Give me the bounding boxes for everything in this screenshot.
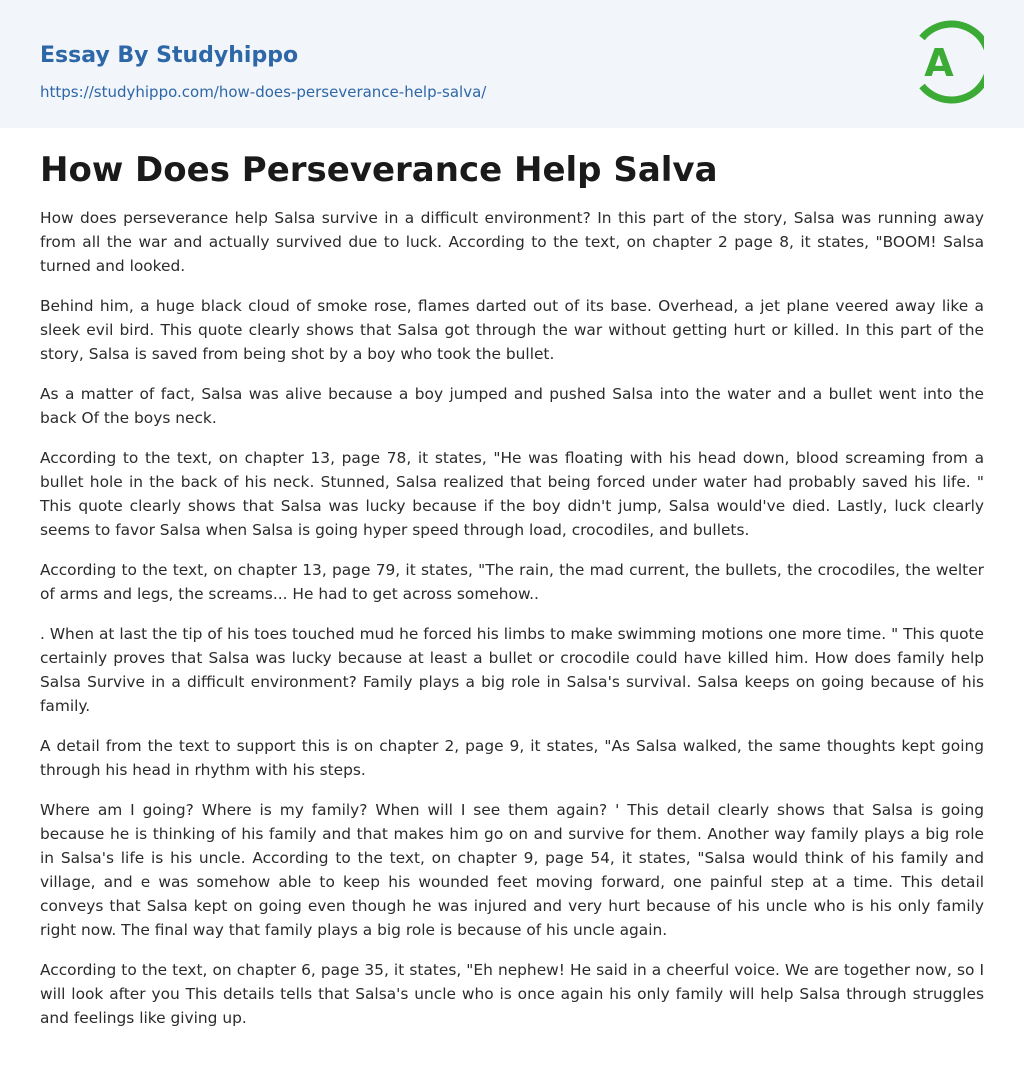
essay-content [0, 148, 1024, 1030]
essay-paragraph: As a matter of fact, Salsa was alive because a boy jumped and pushed Salsa into the water and a bullet went into the back Of the boys neck. [40, 385, 984, 427]
studyhippo-logo-icon[interactable] [914, 20, 984, 104]
site-header [0, 0, 1024, 128]
essay-url-link[interactable]: https://studyhippo.com/how-does-perseverance-help-salva/ [40, 83, 487, 101]
essay-paragraph: According to the text, on chapter 13, page 79, it states, "The rain, the mad current, the bullets, the crocodiles, the welter of arms and legs, the screams... He had to get across somehow.. [40, 561, 984, 603]
essay-paragraph: How does perseverance help Salsa survive in a difficult environment? In this part of the story, Salsa was running away from all the war and actually survived due to luck. According to the text, on chapter 2 page 8, it states, "BOOM! Salsa turned and looked. [40, 209, 984, 275]
site-brand[interactable]: Essay By Studyhippo [40, 43, 299, 68]
essay-paragraph: . When at last the tip of his toes touched mud he forced his limbs to make swimming motions one more time. " This quote certainly proves that Salsa was lucky because at least a bullet or crocodile could have killed him. How does family help Salsa Survive in a difficult environment? Family plays a big role in Salsa's survival. Salsa keeps on going because of his family. [40, 625, 984, 715]
essay-paragraph: According to the text, on chapter 6, page 35, it states, "Eh nephew! He said in a cheerful voice. We are together now, so I will look after you This details tells that Salsa's uncle who is once again his only family will help Salsa through struggles and feelings like giving up. [40, 961, 984, 1027]
essay-paragraph: Where am I going? Where is my family? When will I see them again? ' This detail clearly shows that Salsa is going because he is thinking of his family and that makes him go on and survive for them. Another way family plays a big role in Salsa's life is his uncle. According to the text, on chapter 9, page 54, it states, "Salsa would think of his family and village, and e was somehow able to keep his wounded feet moving forward, one painful step at a time. This detail conveys that Salsa kept on going even though he was injured and very hurt because of his uncle who is his only family right now. The final way that family plays a big role is because of his uncle again. [40, 801, 984, 939]
essay-paragraph: According to the text, on chapter 13, page 78, it states, "He was floating with his head down, blood screaming from a bullet hole in the back of his neck. Stunned, Salsa realized that being forced under water had probably saved his life. " This quote clearly shows that Salsa was lucky because if the boy didn't jump, Salsa would've died. Lastly, luck clearly seems to favor Salsa when Salsa is going hyper speed through load, crocodiles, and bullets. [40, 449, 984, 539]
essay-paragraph: A detail from the text to support this is on chapter 2, page 9, it states, "As Salsa walked, the same thoughts kept going through his head in rhythm with his steps. [40, 737, 984, 779]
essay-paragraph: Behind him, a huge black cloud of smoke rose, flames darted out of its base. Overhead, a jet plane veered away like a sleek evil bird. This quote clearly shows that Salsa got through the war without getting hurt or killed. In this part of the story, Salsa is saved from being shot by a boy who took the bullet. [40, 297, 984, 363]
essay-title: How Does Perseverance Help Salva [40, 150, 718, 190]
logo-letter: A [924, 41, 954, 85]
